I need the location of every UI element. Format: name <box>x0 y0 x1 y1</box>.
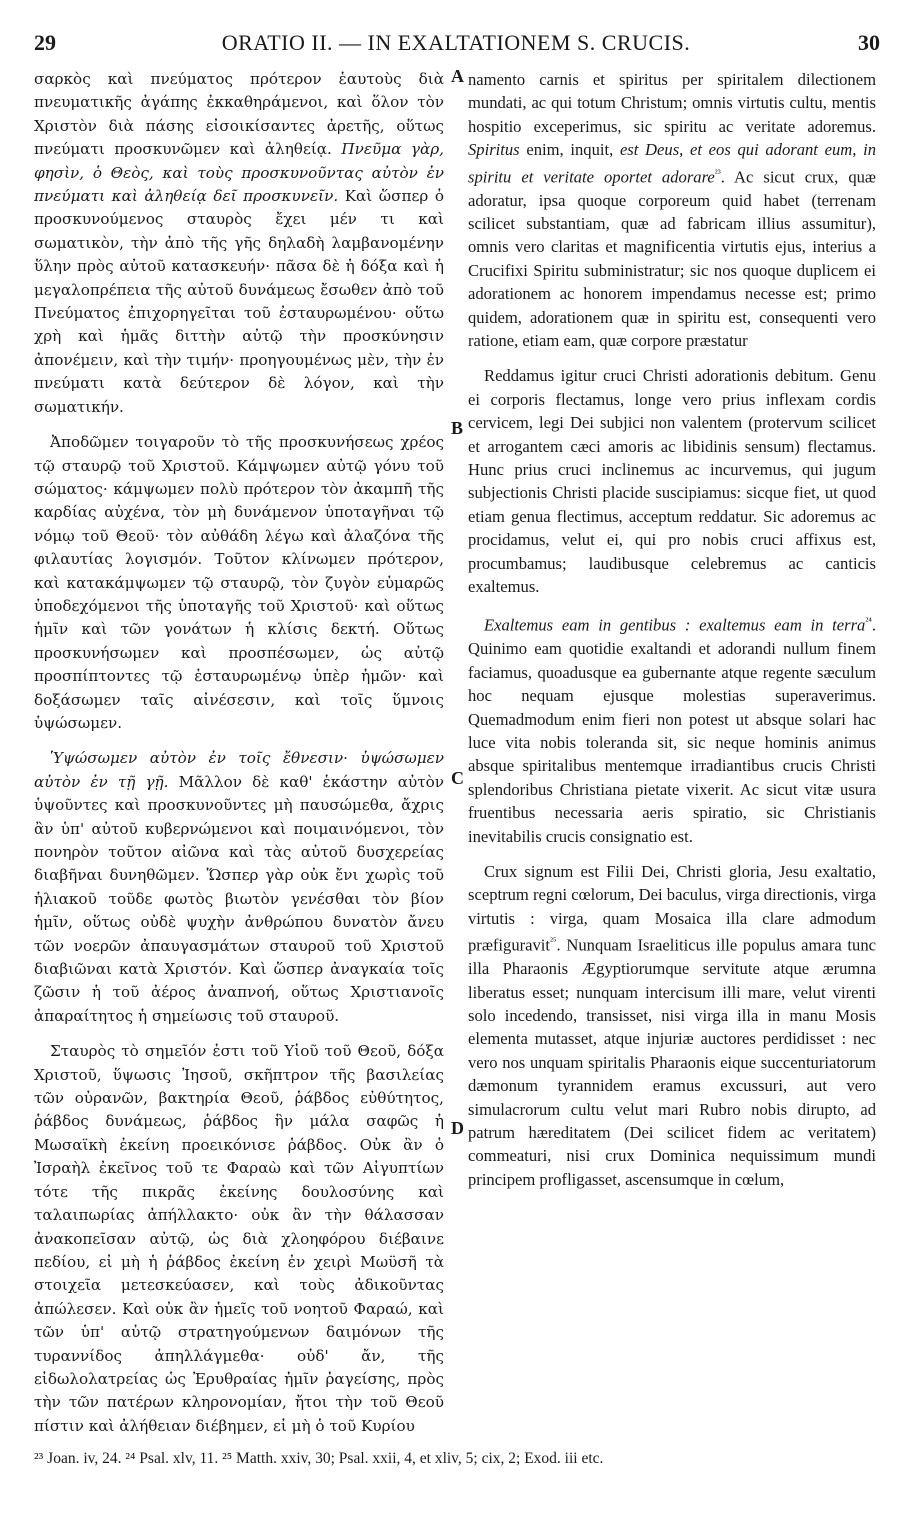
latin-text: Reddamus igitur cruci Christi adorationis debitum. Genu ei corporis flectamus, longe vero prius inflexam cordis cervicem, legi Dei subjici non valentem (protervum scilicet et arrogantem cæci amoris ac libidinis sensum) flectamus. Hunc prius cruci inclinemus ac incurvemus, qui jugum subjectionis Christi placide suscipiamus: sicque fiet, ut quod etiam genua flectimus, acceptum reddatur. Sic adoremus ac procidamus, velut ei, qui pro nobis cruci affixus est, procumbamus; laudibusque celebremus ac canticis exaltemus. <box>468 366 876 597</box>
section-marker-a: A <box>451 66 464 86</box>
greek-text: Μᾶλλον δὲ καθ' ἑκάστην αὐτὸν ὑψοῦντες καὶ προσκυνοῦντες μὴ παυσώμεθα, ἄχρις ἂν ὑπ' αὐτοῦ κυβερνώμενοι καὶ ποιμαινόμενοι, τὸν πονηρὸν τοῦτον αἰῶνα καὶ τὰς αὐτοῦ δυσχερείας διαβῆναι δυνηθῶμεν. Ὥσπερ γὰρ οὐκ ἔνι χωρὶς τοῦ ἡλιακοῦ τοῦδε φωτὸς βιωτὸν γενέσθαι τὸν βίον ἡμῖν, οὕτως οὐδὲ ψυχὴν ἀνθρώπου δυνατὸν ἄνευ τῶν νοερῶν ἀπαυγασμάτων σταυροῦ τοῦ Χριστοῦ διαβιῶναι κατὰ Χριστόν. Καὶ ὥσπερ ἀναγκαία τοῖς ζῶσιν ἡ τοῦ ἀέρος ἀναπνοή, οὕτως Χριστιανοῖς ἀπαραίτητος ἡ σημείωσις τοῦ σταυροῦ. <box>34 772 445 1025</box>
section-marker-d: D <box>451 1118 464 1138</box>
greek-quotation: Πνεῦμα γὰρ, φησὶν, ὁ Θεὸς, καὶ τοὺς προσκυνοῦντας αὐτὸν ἐν πνεύματι καὶ ἀληθείᾳ δεῖ προσκυνεῖν. <box>34 140 444 206</box>
latin-paragraph-2 <box>468 364 876 598</box>
latin-text: Crux signum est Filii Dei, Christi gloria, Jesu exaltatio, sceptrum regni cœlorum, Dei baculus, virga directionis, virga virtutis : virga, quam Mosaica illa clare admodum præfiguravit <box>468 862 876 955</box>
greek-paragraph-1 <box>34 68 444 419</box>
latin-paragraph-4 <box>468 860 876 1191</box>
latin-column <box>468 68 876 1191</box>
latin-text: . Nunquam Israeliticus ille populus amara tunc illa Pharaonis Ægyptiorumque servitute atque ærumna liberatus esset; nunquam intercisum illi mare, velut virenti solo incedendo, transisset, nisi virga illa in manu Mosis elementa mutasset, atque injuriæ auctores perdidisset : nec vero nos unquam spiritalis Pharaonis eique succenturiatorum dæmonum tyrannidem eramus excussuri, aut vero simulacrorum cultu velut mari Rubro nobis dirupto, ad patrum hæreditatem (Dei scilicet fidem ac veritatem) commeaturi, nisi crux Dominica nequissimum mundi principem profligasset, ascensumque in cœlum, <box>468 935 876 1189</box>
greek-text: σαρκὸς καὶ πνεύματος πρότερον ἑαυτοὺς διὰ πνευματικῆς ἀγάπης ἐκκαθηράμενοι, καὶ ὅλον τὸν Χριστὸν διὰ πάσης εἰσοικίσαντες ἀρετῆς, οὕτως πνεύματι προσκυνῶμεν καὶ ἀληθείᾳ. <box>34 70 444 159</box>
greek-text: Σταυρὸς τὸ σημεῖόν ἐστι τοῦ Υἱοῦ τοῦ Θεοῦ, δόξα Χριστοῦ, ὕψωσις Ἰησοῦ, σκῆπτρον τῆς βασιλείας τῶν οὐρανῶν, βακτηρία Θεοῦ, ῥάβδος εὐθύτητος, ῥάβδος δυνάμεως, ῥάβδος ἣν μάλα σαφῶς ἡ Μωσαϊκὴ ἐκείνη προεικόνισε ῥάβδος. Οὐκ ἂν ὁ Ἰσραὴλ ἐκεῖνος τοῦ τε Φαραὼ καὶ τῶν Αἰγυπτίων τότε τῆς πικρᾶς ἐκείνης δουλοσύνης καὶ ταλαιπωρίας ἀπήλλακτο· οὐκ ἂν τὴν θάλασσαν ἀνακοπεῖσαν αὐτῷ, ὡς διὰ χλοηφόρου διέβαινε πεδίου, εἰ μὴ ἡ ῥάβδος ἐκείνη ἐν χειρὶ Μωϋσῆ τὰ στοιχεῖα μετεσκεύασεν, καὶ τοὺς ἀδικοῦντας ἀπώλεσεν. Καὶ οὐκ ἂν ἡμεῖς τοῦ νοητοῦ Φαραώ, καὶ τῶν ὑπ' αὐτῷ στρατηγούμενων δαιμόνων τῆς τυραννίδος ἀπηλλάγμεθα· οὐδ' ἄν, τῆς εἰδωλολατρείας ὡς Ἐρυθραίας ἡμῖν ῥαγείσης, πρὸς τὴν τῶν πατέρων κληρονομίαν, ἤτοι τὴν τοῦ Θεοῦ πίστιν καὶ ἀλήθειαν διέβημεν, εἰ μὴ ὁ τοῦ Κυρίου <box>34 1042 444 1435</box>
latin-text: . Ac sicut crux, quæ adoratur, ipsa quoque corporeum quid habet (terrenam scilicet substantiam, quæ ad fabricam illius assumitur), omnis vero claritas et magnificentia virtutis ejus, interius a Crucifixi Spiritu subministratur; sic nos quoque duplicem ei adorationem ac honorem impendamus necesse est; primo quidem, adorationem quæ in spiritu est, consequenti vero ratione, etiam eam, quæ corpore præstatur <box>468 167 876 350</box>
latin-paragraph-1 <box>468 68 876 352</box>
latin-text: namento carnis et spiritus per spiritalem dilectionem mundati, ac qui totum Christum; omnis virtutis cultu, mentis hospitio exceperimus, sic spiritu ac veritate adoremus. <box>468 70 876 136</box>
latin-text: . Quinimo eam quotidie exaltandi et adorandi nullum finem faciamus, quoadusque ea gubernante atque regente sæculum hoc nequam ejusque molestias superaverimus. Quemadmodum enim fieri non potest ut absque solari hac luce vita nobis toleranda sit, sic neque hominis animus absque spiritalibus mentemque irradiantibus crucis Christi splendoribus Christiana pietate vixerit. Ac sicut vitæ usura fruentibus necessaria aeris spiratio, sic Christianis inevitabilis crucis consignatio est. <box>468 616 876 846</box>
footnotes: ²³ Joan. iv, 24. ²⁴ Psal. xlv, 11. ²⁵ Matth. xxiv, 30; Psal. xxii, 4, et xliv, 5; cix, 2; Exod. iii etc. <box>34 1450 604 1467</box>
greek-paragraph-3 <box>34 747 444 1028</box>
latin-quotation: Spiritus <box>468 140 520 160</box>
greek-column <box>34 68 444 1438</box>
latin-paragraph-3 <box>468 610 876 848</box>
footnote-ref: ²⁴ <box>865 616 872 628</box>
greek-text: Καὶ ὥσπερ ὁ προσκυνούμενος σταυρὸς ἔχει μέν τι καὶ σωματικὸν, τὴν ἀπὸ τῆς γῆς δηλαδὴ λαμβανομένην ὕλην πρὸς αὐτοῦ κατασκευήν· πᾶσα δὲ ἡ δόξα καὶ ἡ μεγαλοπρέπεια τῆς αὐτοῦ δυνάμεως ἔσωθεν ἀπὸ τοῦ Πνεύματος ἐπιχορηγεῖται τοῦ ἐσταυρωμένου· οὕτω χρὴ καὶ ἡμᾶς διττὴν αὐτῷ τὴν προσκύνησιν ἀπονέμειν, καὶ τὴν τιμήν· προηγουμένως μὲν, τὴν ἐν πνεύματι κατὰ δεύτερον δὲ λόγον, καὶ τὴν σωματικήν. <box>34 187 445 416</box>
greek-paragraph-2 <box>34 431 444 735</box>
page-number-right: 30 <box>858 30 880 55</box>
running-header <box>30 30 882 60</box>
latin-text: enim, inquit, <box>526 140 614 160</box>
page-number-left: 29 <box>34 30 56 55</box>
section-marker-b: B <box>451 418 464 438</box>
greek-quotation: Ὑψώσωμεν αὐτὸν ἐν τοῖς ἔθνεσιν· ὑψώσωμεν αὐτὸν ἐν τῇ γῇ. <box>34 749 444 791</box>
running-title: ORATIO II. — IN EXALTATIONEM S. CRUCIS. <box>221 30 691 55</box>
greek-text: Ἀποδῶμεν τοιγαροῦν τὸ τῆς προσκυνήσεως χρέος τῷ σταυρῷ τοῦ Χριστοῦ. Κάμψωμεν αὐτῷ γόνυ τοῦ σώματος· κάμψωμεν πολὺ πρότερον τὸν ἀκαμπῆ τῆς καρδίας αὐχένα, τὸν μὴ δυνάμενον ὑποταγῆναι τῷ νόμῳ τοῦ Θεοῦ· τὸν αὐθάδη λέγω καὶ ἀλαζόνα τῆς φιλαυτίας λογισμόν. Τοῦτον κλίνωμεν πρότερον, καὶ κατακάμψωμεν τῷ σταυρῷ, τὸν ζυγὸν εὐμαρῶς ὑποδεχόμενοι τῆς ὑποταγῆς τοῦ Χριστοῦ· καὶ οὕτως ἡμῖν καὶ τῶν γονάτων ἡ κλίσις δεκτή. Οὕτως προσκυνήσωμεν καὶ προσπέσωμεν, ὡς αὐτῷ προσπίπτοντες τῷ ἐσταυρωμένῳ ὑπὲρ ἡμῶν· καὶ δοξάσωμεν ταῖς αἰνέσεσιν, καὶ τοῖς ὕμνοις ὑψώσωμεν. <box>34 433 444 732</box>
footnote-ref: ²³ <box>714 167 721 179</box>
greek-paragraph-4 <box>34 1040 444 1438</box>
latin-quotation: est Deus, et eos qui adorant eum, in spiritu et veritate oportet adorare <box>468 140 876 187</box>
latin-quotation: Exaltemus eam in gentibus : exaltemus eam in terra <box>484 616 866 635</box>
section-marker-c: C <box>451 768 464 788</box>
footnote-ref: ²⁵ <box>550 936 557 948</box>
